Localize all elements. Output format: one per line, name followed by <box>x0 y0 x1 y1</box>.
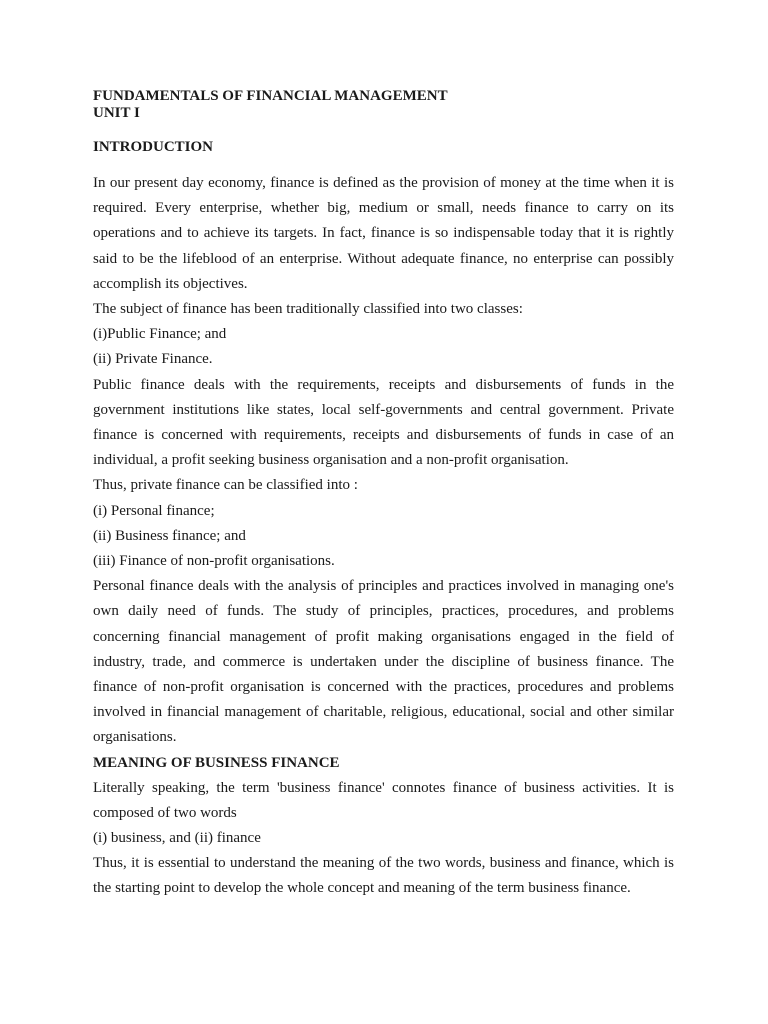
document-page <box>93 88 674 902</box>
paragraph: In our present day economy, finance is defined as the provision of money at the time when it is required. Every enterprise, whether big, medium or small, needs finance to carry on its operations and to achieve its targets. In fact, finance is so indispensable today that it is rightly said to be the lifeblood of an enterprise. Without adequate finance, no enterprise can possibly accomplish its objectives. <box>93 175 674 292</box>
document-title: FUNDAMENTALS OF FINANCIAL MANAGEMENT <box>93 88 448 104</box>
introduction-heading: INTRODUCTION <box>93 139 214 155</box>
meaning-heading: MEANING OF BUSINESS FINANCE <box>93 754 340 771</box>
list-item: (i) business, and (ii) finance <box>93 830 261 847</box>
paragraph: Public finance deals with the requirements, receipts and disbursements of funds in the government institutions like states, local self-governments and central government. Private finance is concerned with requirements, receipts and disbursements of funds in case of an individual, a profit seeking business organisation and a non-profit organisation. <box>93 376 674 469</box>
paragraph: Thus, it is essential to understand the meaning of the two words, business and finance, which is the starting point to develop the whole concept and meaning of the term business finance. <box>93 855 674 897</box>
list-item: (i)Public Finance; and <box>93 326 227 343</box>
unit-label: UNIT I <box>93 105 140 121</box>
paragraph: The subject of finance has been traditionally classified into two classes: <box>93 301 523 318</box>
list-item: (ii) Private Finance. <box>93 351 213 368</box>
paragraph: Thus, private finance can be classified into : <box>93 477 358 494</box>
list-item: (ii) Business finance; and <box>93 527 246 544</box>
list-item: (i) Personal finance; <box>93 502 215 519</box>
paragraph: Literally speaking, the term 'business finance' connotes finance of business activities. It is composed of two words <box>93 779 674 821</box>
list-item: (iii) Finance of non-profit organisations. <box>93 553 335 570</box>
paragraph: Personal finance deals with the analysis of principles and practices involved in managing one's own daily need of funds. The study of principles, practices, procedures, and problems concerning financial management of profit making organisations engaged in the field of industry, trade, and commerce is undertaken under the discipline of business finance. The finance of non-profit organisation is concerned with the practices, procedures and problems involved in financial management of charitable, religious, educational, social and other similar organisations. <box>93 578 674 746</box>
